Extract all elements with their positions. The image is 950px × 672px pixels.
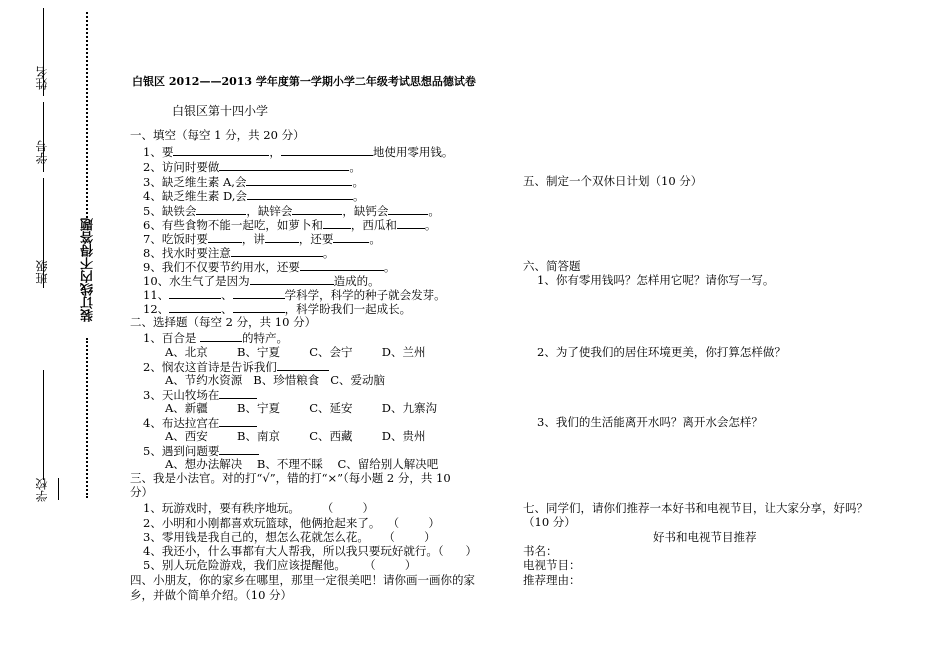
short-answer-1: 1、你有零用钱吗？怎样用它呢？请你写一写。	[537, 273, 775, 287]
school-name: 白银区第十四小学	[172, 104, 269, 118]
question-1-3: 3、缺乏维生素 A,会 。	[143, 175, 364, 189]
reason-label: 推荐理由：	[523, 573, 581, 587]
choice-5: 5、遇到问题要	[143, 443, 259, 459]
id-label: 学号	[35, 140, 49, 164]
judge-3: 3、零用钱是我自己的，想怎么花就怎么花。 （ ）	[143, 530, 436, 544]
section-7-title: 七、同学们，请你们推荐一本好书和电视节目，让大家分享，好吗？	[523, 501, 868, 515]
section-6-title: 六、简答题	[523, 259, 581, 273]
judge-1: 1、玩游戏时，要有秩序地玩。 （ ）	[143, 501, 374, 515]
section-4-title-cont: 乡，并做个简单介绍。（10 分）	[130, 588, 293, 602]
section-3-title: 三、我是小法官。对的打“√”，错的打“×”（每小题 2 分，共 10	[130, 471, 451, 485]
name-label: 姓名	[35, 66, 49, 90]
school-label: 学校	[35, 478, 49, 502]
choice-1-options: A、北京 B、宁夏 C、会宁 D、兰州	[165, 345, 426, 359]
choice-4: 4、布达拉宫在	[143, 415, 257, 431]
short-answer-3: 3、我们的生活能离开水吗？离开水会怎样？	[537, 415, 763, 429]
exam-title: 白银区 2012——2013 学年度第一学期小学二年级考试思想品德试卷	[132, 75, 476, 88]
question-1-5: 5、缺铁会 ，缺锌会 ，缺钙会 。	[143, 204, 440, 218]
recommendation-heading: 好书和电视节目推荐	[653, 530, 757, 544]
school-underline-short	[58, 478, 59, 500]
question-1-7: 7、吃饭时要 ，讲 ，还要 。	[143, 232, 381, 246]
section-3-title-cont: 分）	[130, 485, 153, 499]
judge-2: 2、小明和小刚都喜欢玩篮球，他俩抢起来了。 （ ）	[143, 516, 440, 530]
school-underline	[43, 370, 44, 480]
choice-4-options: A、西安 B、南京 C、西藏 D、贵州	[165, 429, 426, 443]
tv-program-label: 电视节目：	[523, 558, 581, 572]
question-1-4: 4、缺乏维生素 D,会 。	[143, 189, 365, 203]
question-1-6: 6、有些食物不能一起吃，如萝卜和 ，西瓜和 。	[143, 218, 437, 232]
question-1-1: 1、要 ， 地使用零用钱。	[143, 145, 454, 159]
choice-2-options: A、节约水资源 B、珍惜粮食 C、爱动脑	[165, 373, 385, 387]
binding-dotted-line-bottom	[86, 338, 88, 498]
short-answer-2: 2、为了使我们的居住环境更美，你打算怎样做？	[537, 345, 786, 359]
judge-5: 5、别人玩危险游戏，我们应该提醒他。 （ ）	[143, 558, 417, 572]
class-label: 班级	[35, 260, 49, 284]
question-1-11: 11、 、 学科学，科学的种子就会发芽。	[143, 288, 446, 302]
question-1-12: 12、 、 ，科学盼我们一起成长。	[143, 302, 412, 316]
section-5-title: 五、制定一个双休日计划（10 分）	[523, 174, 703, 188]
judge-4: 4、我还小，什么事都有大人帮我，所以我只要玩好就行。（ ）	[143, 544, 477, 558]
book-name-label: 书名：	[523, 544, 558, 558]
question-1-2: 2、访问时要做 。	[143, 160, 361, 174]
section-1-title: 一、填空（每空 1 分，共 20 分）	[130, 128, 305, 142]
section-2-title: 二、选择题（每空 2 分，共 10 分）	[130, 315, 317, 329]
choice-5-options: A、想办法解决 B、不理不睬 C、留给别人解决吧	[165, 457, 439, 471]
question-1-9: 9、我们不仅要节约用水，还要 。	[143, 260, 396, 274]
choice-3-options: A、新疆 B、宁夏 C、延安 D、九寨沟	[165, 401, 438, 415]
question-1-10: 10、水生气了是因为 造成的。	[143, 274, 380, 288]
choice-3: 3、天山牧场在	[143, 387, 257, 403]
binding-notice: 装订线内不得答题	[81, 218, 96, 322]
choice-1: 1、百合是 的特产。	[143, 331, 288, 345]
binding-dotted-line-top	[86, 12, 88, 218]
question-1-8: 8、找水时要注意 。	[143, 246, 335, 260]
section-7-title-cont: （10 分）	[523, 515, 576, 529]
choice-2: 2、悯农这首诗是告诉我们	[143, 359, 329, 375]
section-4-title: 四、小朋友，你的家乡在哪里，那里一定很美吧！请你画一画你的家	[130, 573, 475, 587]
